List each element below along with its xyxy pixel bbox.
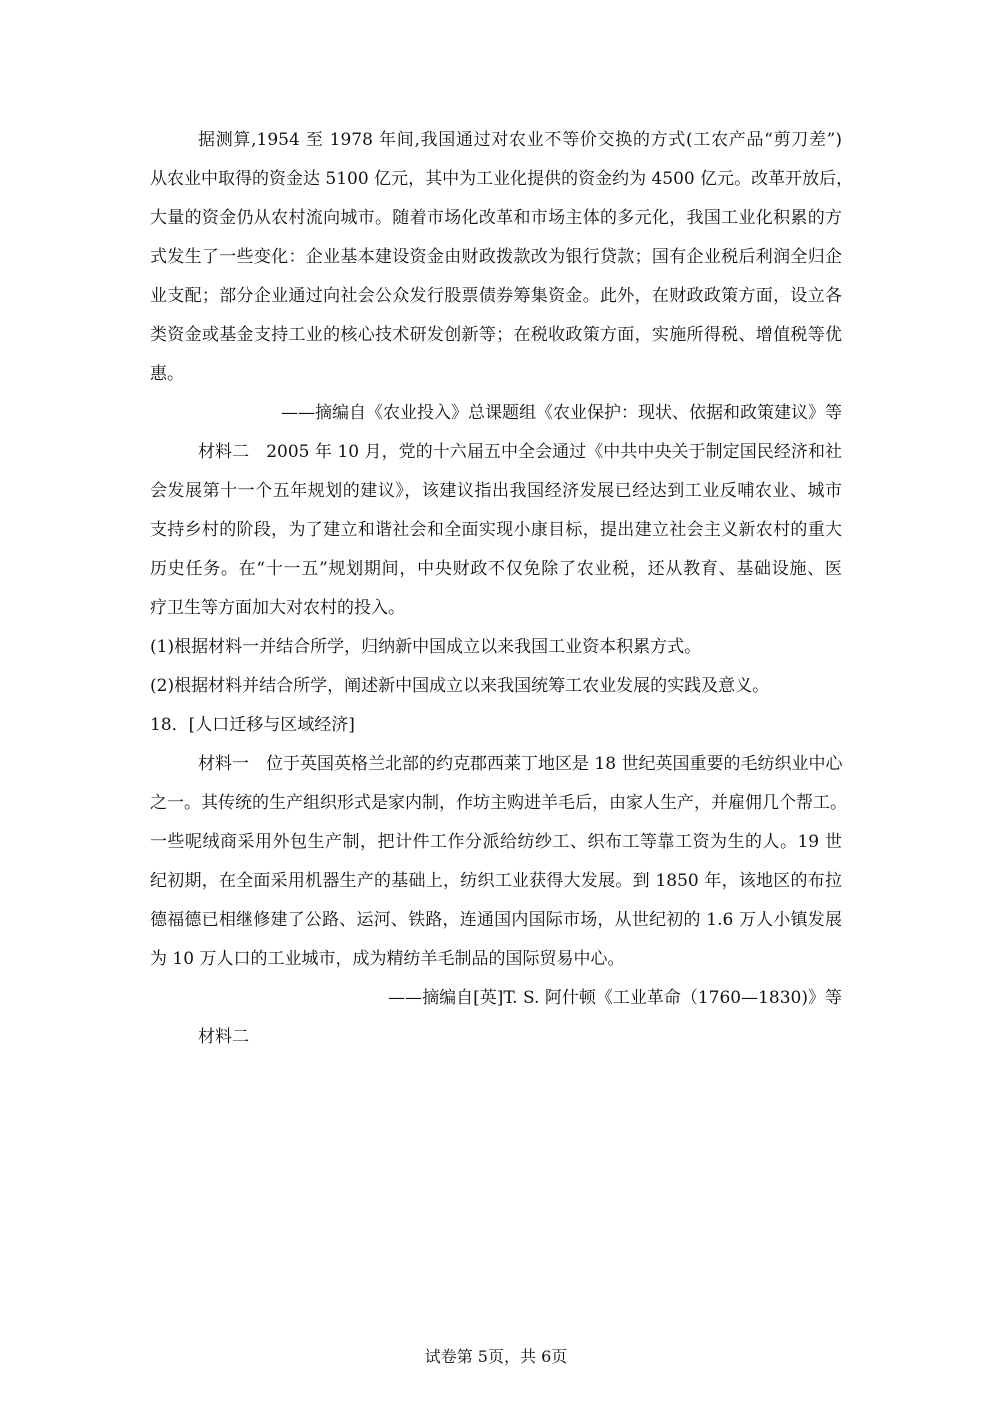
section18-material1-line: 一些呢绒商采用外包生产制，把计件工作分派给纺纱工、织布工等靠工资为生的人。19 世 <box>150 832 842 852</box>
material2-line: 疗卫生等方面加大对农村的投入。 <box>150 598 405 618</box>
section18-material1-line: 为 10 万人口的工业城市，成为精纺羊毛制品的国际贸易中心。 <box>150 949 625 969</box>
question-1: (1)根据材料一并结合所学，归纳新中国成立以来我国工业资本积累方式。 <box>150 637 702 657</box>
section18-material1-line: 之一。其传统的生产组织形式是家内制，作坊主购进羊毛后，由家人生产，并雇佣几个帮工。 <box>150 793 847 813</box>
material1-line: 惠。 <box>150 364 184 384</box>
section-18-heading: 18．[人口迁移与区域经济] <box>150 715 355 735</box>
material1-line: 大量的资金仍从农村流向城市。随着市场化改革和市场主体的多元化，我国工业化积累的方 <box>150 208 842 228</box>
section18-material1-line: 德福德已相继修建了公路、运河、铁路，连通国内国际市场，从世纪初的 1.6 万人小镇发展 <box>150 910 842 930</box>
material2-line: 支持乡村的阶段，为了建立和谐社会和全面实现小康目标，提出建立社会主义新农村的重大 <box>150 520 842 540</box>
source-citation-1: ——摘编自《农业投入》总课题组《农业保护：现状、依据和政策建议》等 <box>281 403 842 423</box>
material2-line: 材料二 2005 年 10 月，党的十六届五中全会通过《中共中央关于制定国民经济和社 <box>198 442 842 462</box>
section18-material2-label: 材料二 <box>198 1027 249 1047</box>
page-footer: 试卷第 5页，共 6页 <box>424 1347 568 1366</box>
material1-line: 从农业中取得的资金达 5100 亿元，其中为工业化提供的资金约为 4500 亿元。改革开放后， <box>150 169 854 189</box>
material2-line: 历史任务。在“十一五”规划期间，中央财政不仅免除了农业税，还从教育、基础设施、医 <box>150 559 842 579</box>
section18-material1-line: 材料一 位于英国英格兰北部的约克郡西莱丁地区是 18 世纪英国重要的毛纺织业中心 <box>198 754 843 774</box>
material2-line: 会发展第十一个五年规划的建议》，该建议指出我国经济发展已经达到工业反哺农业、城市 <box>150 481 842 501</box>
question-2: (2)根据材料并结合所学，阐述新中国成立以来我国统筹工农业发展的实践及意义。 <box>150 676 770 696</box>
source-citation-2: ——摘编自[英]T. S. 阿什顿《工业革命（1760—1830)》等 <box>388 988 842 1008</box>
material1-line: 式发生了一些变化：企业基本建设资金由财政拨款改为银行贷款；国有企业税后利润全归企 <box>150 247 842 267</box>
material1-line: 类资金或基金支持工业的核心技术研发创新等；在税收政策方面，实施所得税、增值税等优 <box>150 325 842 345</box>
material1-line: 据测算,1954 至 1978 年间,我国通过对农业不等价交换的方式(工农产品“剪刀差”) <box>198 130 842 150</box>
section18-material1-line: 纪初期，在全面采用机器生产的基础上，纺织工业获得大发展。到 1850 年，该地区的布拉 <box>150 871 842 891</box>
material1-line: 业支配；部分企业通过向社会公众发行股票债券筹集资金。此外，在财政政策方面，设立各 <box>150 286 842 306</box>
